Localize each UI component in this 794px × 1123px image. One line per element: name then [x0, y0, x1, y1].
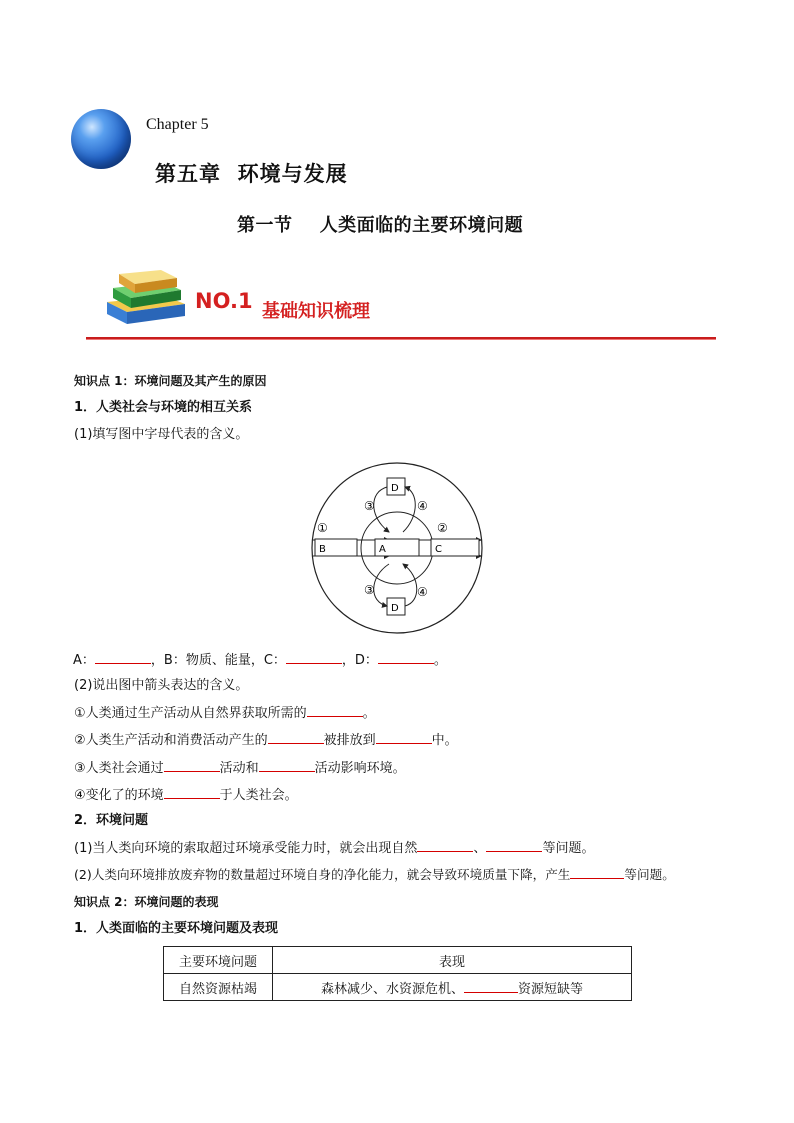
label-d-top: D — [391, 483, 399, 494]
label-n4-top: ④ — [417, 499, 428, 513]
label-n4-bottom: ④ — [417, 585, 428, 599]
blank-d[interactable] — [378, 650, 434, 664]
table-cell-issue: 自然资源枯竭 — [164, 974, 273, 1001]
label-n3-top: ③ — [364, 499, 375, 513]
label-a: A — [379, 544, 386, 555]
label-c: C — [435, 544, 442, 555]
table-cell-manifestation: 森林减少、水资源危机、 资源短缺等 — [273, 974, 632, 1001]
arrow-4-line: ④变化了的环境 于人类社会。 — [74, 785, 298, 805]
banner-title: 基础知识梳理 — [262, 301, 370, 322]
label-b: B — [319, 544, 326, 555]
kp2-title: 知识点 2：环境问题的表现 — [74, 895, 219, 909]
label-d-bottom: D — [391, 603, 399, 614]
label-n3-bottom: ③ — [364, 583, 375, 597]
blank-a[interactable] — [95, 650, 151, 664]
human-environment-diagram — [307, 462, 487, 637]
table-header-row — [164, 947, 632, 974]
problem-line-2: (2)人类向环境排放废弃物的数量超过环境自身的净化能力，就会导致环境质量下降，产生 等问题。 — [74, 867, 675, 882]
kp1-title: 知识点 1：环境问题及其产生的原因 — [74, 374, 267, 388]
environment-issues-table — [163, 946, 632, 1001]
banner-number: NO.1 — [195, 289, 253, 313]
kp1-heading-1: 1．人类社会与环境的相互关系 — [74, 400, 253, 415]
arrow-3-line: ③人类社会通过 活动和 活动影响环境。 — [74, 758, 406, 778]
blank-arrow4[interactable] — [164, 785, 220, 799]
chapter-label-en: Chapter 5 — [146, 116, 209, 133]
label-n1: ① — [317, 521, 328, 535]
arrow-2-line: ②人类生产活动和消费活动产生的 被排放到 中。 — [74, 730, 458, 750]
blank-arrow2-a[interactable] — [268, 730, 324, 744]
kp1-question-1: (1)填写图中字母代表的含义。 — [74, 427, 249, 442]
blank-arrow3-a[interactable] — [164, 758, 220, 772]
blank-table[interactable] — [464, 979, 518, 993]
blank-arrow2-b[interactable] — [376, 730, 432, 744]
blank-p1-b[interactable] — [486, 838, 542, 852]
kp1-question-2: (2)说出图中箭头表达的含义。 — [74, 678, 249, 693]
books-icon — [103, 266, 189, 328]
answers-line: A： ，B：物质、能量，C： ，D： 。 — [73, 650, 447, 670]
table-header-cell: 主要环境问题 — [164, 947, 273, 974]
blank-p1-a[interactable] — [417, 838, 473, 852]
problem-line-1: (1)当人类向环境的索取超过环境承受能力时，就会出现自然 、 等问题。 — [74, 838, 594, 858]
blank-arrow1[interactable] — [307, 703, 363, 717]
arrow-1-line: ①人类通过生产活动从自然界获取所需的 。 — [74, 703, 376, 723]
blank-p2[interactable] — [570, 865, 624, 879]
label-n2: ② — [437, 521, 448, 535]
table-row — [164, 974, 632, 1001]
kp2-heading-1: 1．人类面临的主要环境问题及表现 — [74, 921, 279, 936]
kp1-heading-2: 2．环境问题 — [74, 813, 149, 828]
blank-c[interactable] — [286, 650, 342, 664]
globe-icon — [71, 109, 131, 169]
chapter-title: 第五章 环境与发展 — [155, 162, 348, 186]
blank-arrow3-b[interactable] — [259, 758, 315, 772]
section-title: 第一节 人类面临的主要环境问题 — [237, 215, 524, 236]
table-header-cell: 表现 — [273, 947, 632, 974]
banner-divider — [86, 337, 716, 339]
